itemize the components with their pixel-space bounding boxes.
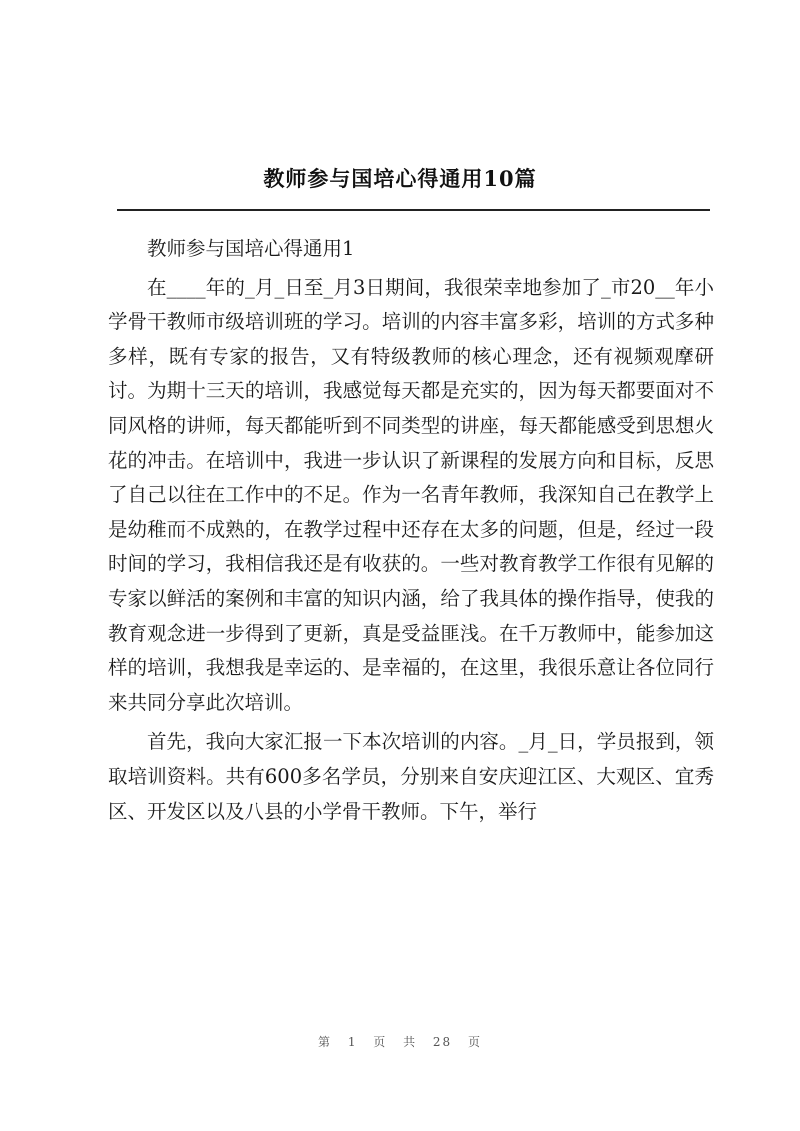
page-number-footer: 第 1 页 共 28 页 xyxy=(318,1035,482,1049)
document-body xyxy=(108,232,714,834)
paragraph-2: 首先，我向大家汇报一下本次培训的内容。_月_日，学员报到，领取培训资料。共有600多名学员，分别来自安庆迎江区、大观区、宜秀区、开发区以及八县的小学骨干教师。下午，举行 xyxy=(108,730,714,823)
section-heading: 教师参与国培心得通用1 xyxy=(147,237,355,260)
paragraph-1: 在____年的_月_日至_月3日期间，我很荣幸地参加了_市20__年小学骨干教师市级培训班的学习。培训的内容丰富多彩，培训的方式多种多样，既有专家的报告，又有特级教师的核心理念，还有视频观摩研讨。为期十三天的培训，我感觉每天都是充实的，因为每天都要面对不同风格的讲师，每天都能听到不同类型的讲座，每天都能感受到思想火花的冲击。在培训中，我进一步认识了新课程的发展方向和目标，反思了自己以往在工作中的不足。作为一名青年教师，我深知自己在教学上是幼稚而不成熟的，在教学过程中还存在太多的问题，但是，经过一段时间的学习，我相信我还是有收获的。一些对教育教学工作很有见解的专家以鲜活的案例和丰富的知识内涵，给了我具体的操作指导，使我的教育观念进一步得到了更新，真是受益匪浅。在千万教师中，能参加这样的培训，我想我是幸运的、是幸福的，在这里，我很乐意让各位同行来共同分享此次培训。 xyxy=(108,275,714,714)
title-divider xyxy=(117,209,710,211)
page-title: 教师参与国培心得通用10篇 xyxy=(263,166,537,191)
